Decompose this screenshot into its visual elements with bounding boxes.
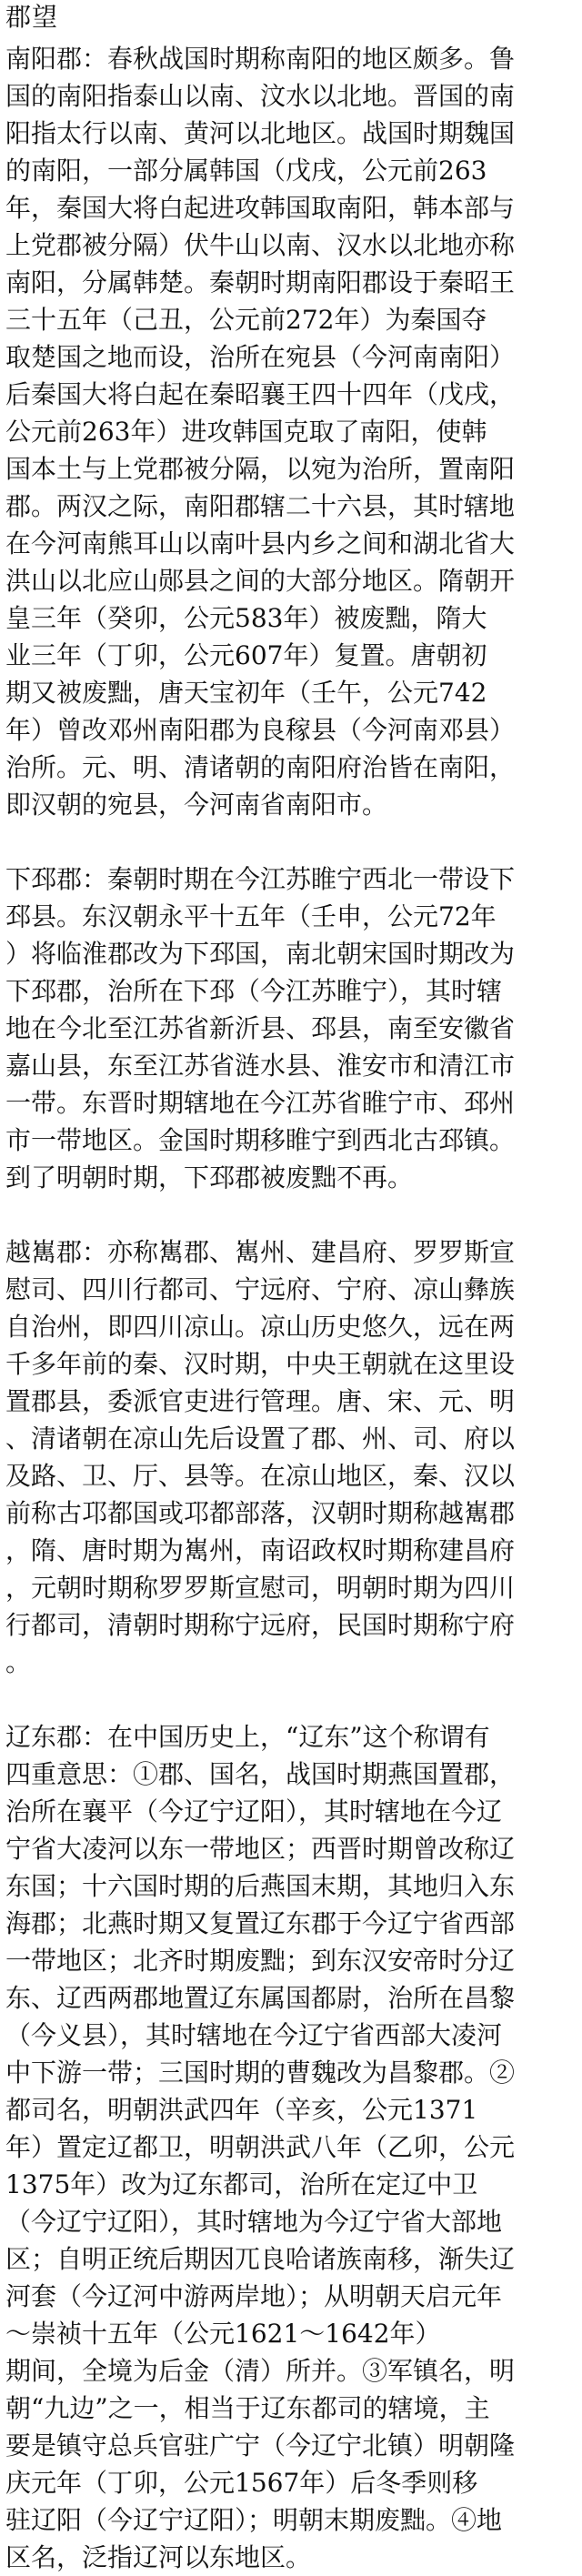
text-line: 即汉朝的宛县，今河南省南阳市。 xyxy=(5,790,388,820)
text-line: 国的南阳指泰山以南、汶水以北地。晋国的南 xyxy=(5,81,516,111)
text-line: 阳指太行以南、黄河以北地区。战国时期魏国 xyxy=(5,118,516,148)
text-line: 四重意思：①郡、国名，战国时期燕国置郡， xyxy=(5,1759,516,1789)
text-line: ）将临淮郡改为下邳国，南北朝宋国时期改为 xyxy=(5,939,516,969)
text-line: 越嶲郡：亦称嶲郡、嶲州、建昌府、罗罗斯宣 xyxy=(5,1237,516,1267)
text-line: 自治州，即四川凉山。凉山历史悠久，远在两 xyxy=(5,1312,516,1342)
text-line: 后秦国大将白起在秦昭襄王四十四年（戊戌， xyxy=(5,379,516,409)
text-line: 慰司、四川行都司、宁远府、宁府、凉山彝族 xyxy=(5,1274,516,1304)
text-line: 。 xyxy=(5,1647,32,1677)
text-line: 置郡县，委派官吏进行管理。唐、宋、元、明 xyxy=(5,1386,516,1416)
text-line: ，元朝时期称罗罗斯宣慰司，明朝时期为四川 xyxy=(5,1573,516,1603)
text-line: 区；自明正统后期因兀良哈诸族南移，渐失辽 xyxy=(5,2244,516,2274)
text-line: 郡。两汉之际，南阳郡辖二十六县，其时辖地 xyxy=(5,491,516,521)
text-line: 取楚国之地而设，治所在宛县（今河南南阳） xyxy=(5,342,516,372)
text-line: ～崇祯十五年（公元1621～1642年） xyxy=(5,2319,441,2349)
text-line: 国本土与上党郡被分隔，以宛为治所，置南阳 xyxy=(5,454,516,484)
text-line: 治所。元、明、清诸朝的南阳府治皆在南阳， xyxy=(5,752,516,782)
text-line: 辽东郡：在中国历史上，“辽东”这个称谓有 xyxy=(5,1722,490,1752)
paragraph xyxy=(5,1233,571,1681)
text-line: 都司名，明朝洪武四年（辛亥，公元1371 xyxy=(5,2095,478,2125)
text-line: 一带。东晋时期辖地在今江苏省睢宁市、邳州 xyxy=(5,1088,516,1118)
text-line: 三十五年（己丑，公元前272年）为秦国夺 xyxy=(5,305,487,335)
text-line: 南阳郡：春秋战国时期称南阳的地区颇多。鲁 xyxy=(5,44,516,74)
text-line: 宁省大凌河以东一带地区；西晋时期曾改称辽 xyxy=(5,1834,516,1864)
text-line: 1375年）改为辽东都司，治所在定辽中卫 xyxy=(5,2169,478,2199)
text-line: 地在今北至江苏省新沂县、邳县，南至安徽省 xyxy=(5,1013,516,1043)
paragraph xyxy=(5,40,571,823)
text-line: 的南阳，一部分属韩国（戊戌，公元前263 xyxy=(5,156,487,186)
paragraph xyxy=(5,1718,571,2576)
text-line: 东、辽西两郡地置辽东属国都尉，治所在昌黎 xyxy=(5,1983,516,2013)
text-line: 庆元年（丁卯，公元1567年）后冬季则移 xyxy=(5,2468,478,2498)
text-line: 年）曾改邓州南阳郡为良稼县（今河南邓县） xyxy=(5,715,516,745)
sections-container xyxy=(5,40,571,2576)
text-line: 嘉山县，东至江苏省涟水县、淮安市和清江市 xyxy=(5,1051,516,1081)
text-line: 上党郡被分隔）伏牛山以南、汉水以北地亦称 xyxy=(5,230,516,260)
text-line: 公元前263年）进攻韩国克取了南阳，使韩 xyxy=(5,417,487,447)
paragraph xyxy=(5,860,571,1196)
text-line: 年，秦国大将白起进攻韩国取南阳，韩本部与 xyxy=(5,193,516,223)
text-line: 邳县。东汉朝永平十五年（壬申，公元72年 xyxy=(5,901,497,931)
text-line: 东国；十六国时期的后燕国末期，其地归入东 xyxy=(5,1871,516,1901)
text-line: 区名，泛指辽河以东地区。 xyxy=(5,2542,312,2572)
text-line: 前称古邛都国或邛都部落，汉朝时期称越嶲郡 xyxy=(5,1498,516,1528)
paragraph-gap xyxy=(5,823,571,860)
text-line: 及路、卫、厅、县等。在凉山地区，秦、汉以 xyxy=(5,1461,516,1491)
text-line: 期间，全境为后金（清）所并。③军镇名，明 xyxy=(5,2356,516,2386)
text-line: （今辽宁辽阳），其时辖地为今辽宁省大部地 xyxy=(5,2207,503,2237)
paragraph-gap xyxy=(5,1681,571,1718)
text-line: ，隋、唐时期为嶲州，南诏政权时期称建昌府 xyxy=(5,1535,516,1565)
text-line: 千多年前的秦、汉时期，中央王朝就在这里设 xyxy=(5,1349,516,1379)
text-line: 中下游一带；三国时期的曹魏改为昌黎郡。② xyxy=(5,2058,516,2088)
text-line: 市一带地区。金国时期移睢宁到西北古邳镇。 xyxy=(5,1125,516,1155)
page-title: 郡望 xyxy=(5,2,59,32)
text-line: 朝“九边”之一，相当于辽东都司的辖境，主 xyxy=(5,2393,490,2423)
paragraph-gap xyxy=(5,1196,571,1233)
text-line: 到了明朝时期，下邳郡被废黜不再。 xyxy=(5,1162,414,1192)
text-line: （今义县），其时辖地在今辽宁省西部大凌河 xyxy=(5,2020,503,2050)
text-line: 驻辽阳（今辽宁辽阳）；明朝末期废黜。④地 xyxy=(5,2505,503,2535)
text-line: 一带地区；北齐时期废黜；到东汉安帝时分辽 xyxy=(5,1946,516,1976)
text-line: 要是镇守总兵官驻广宁（今辽宁北镇）明朝隆 xyxy=(5,2430,516,2460)
text-line: 洪山以北应山郧县之间的大部分地区。隋朝开 xyxy=(5,566,516,596)
article xyxy=(5,2,571,2576)
text-line: 南阳，分属韩楚。秦朝时期南阳郡设于秦昭王 xyxy=(5,267,516,297)
text-line: 河套（今辽河中游两岸地）；从明朝天启元年 xyxy=(5,2281,503,2311)
text-line: 皇三年（癸卯，公元583年）被废黜，隋大 xyxy=(5,603,487,633)
text-line: 下邳郡，治所在下邳（今江苏睢宁），其时辖 xyxy=(5,976,503,1006)
text-line: 在今河南熊耳山以南叶县内乡之间和湖北省大 xyxy=(5,528,516,558)
text-line: 海郡；北燕时期又复置辽东郡于今辽宁省西部 xyxy=(5,1908,516,1938)
text-line: 业三年（丁卯，公元607年）复置。唐朝初 xyxy=(5,640,487,670)
text-line: 治所在襄平（今辽宁辽阳），其时辖地在今辽 xyxy=(5,1796,503,1826)
text-line: 期又被废黜，唐天宝初年（壬午，公元742 xyxy=(5,678,487,708)
text-line: 年）置定辽都卫，明朝洪武八年（乙卯，公元 xyxy=(5,2132,516,2162)
text-line: 下邳郡：秦朝时期在今江苏睢宁西北一带设下 xyxy=(5,864,516,894)
text-line: 行都司，清朝时期称宁远府，民国时期称宁府 xyxy=(5,1610,516,1640)
text-line: 、清诸朝在凉山先后设置了郡、州、司、府以 xyxy=(5,1424,516,1454)
